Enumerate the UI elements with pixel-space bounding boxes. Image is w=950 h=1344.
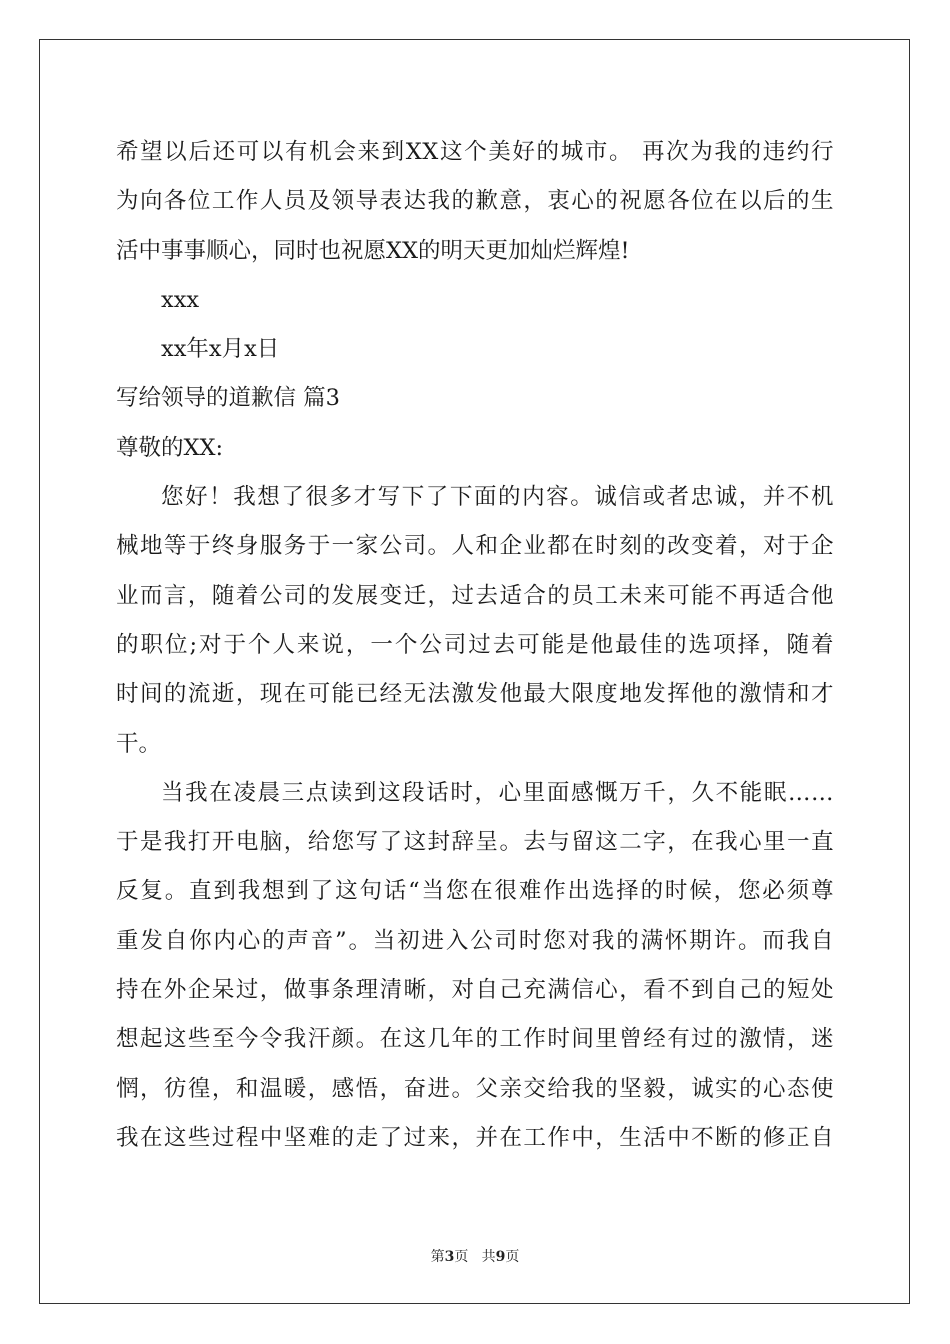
paragraph-reflection: [116, 769, 834, 1163]
text-line: 为向各位工作人员及领导表达我的歉意，衷心的祝愿各位在以后的生: [116, 188, 834, 215]
text-line: 械地等于终身服务于一家公司。人和企业都在时刻的改变着，对于企: [116, 533, 834, 560]
text-line: 惘，彷徨，和温暖，感悟，奋进。父亲交给我的坚毅，诚实的心态使: [116, 1075, 834, 1102]
text-line: 持在外企呆过，做事条理清晰，对自己充满信心，看不到自己的短处: [116, 977, 834, 1004]
text-line: 当我在凌晨三点读到这段话时，心里面感慨万千，久不能眠……: [161, 779, 834, 806]
text-line: 重发自你内心的声音”。当初进入公司时您对我的满怀期许。而我自: [116, 927, 834, 954]
paragraph-closing: [116, 128, 834, 276]
text-line: 反复。直到我想到了这句话“当您在很难作出选择的时候，您必须尊: [116, 878, 834, 905]
page-suffix: 页: [454, 1249, 469, 1265]
text-line: 希望以后还可以有机会来到XX这个美好的城市。 再次为我的违约行: [116, 139, 834, 165]
total-prefix: 共: [481, 1249, 496, 1265]
page-prefix: 第: [430, 1249, 445, 1265]
text-line: 您好！我想了很多才写下了下面的内容。诚信或者忠诚，并不机: [161, 484, 834, 511]
total-pages: 9: [495, 1249, 506, 1265]
text-line: 于是我打开电脑，给您写了这封辞呈。去与留这二字，在我心里一直: [116, 829, 834, 856]
text-line: 的职位;对于个人来说，一个公司过去可能是他最佳的选项择，随着: [116, 631, 834, 658]
text-line: 我在这些过程中坚难的走了过来，并在工作中，生活中不断的修正自: [116, 1124, 834, 1151]
section-title: 写给领导的道歉信 篇3: [116, 385, 340, 412]
page-number: 3: [444, 1249, 455, 1265]
total-suffix: 页: [505, 1249, 520, 1265]
salutation: 尊敬的XX:: [116, 434, 224, 461]
text-line: 活中事事顺心，同时也祝愿XX的明天更加灿烂辉煌!: [116, 237, 630, 264]
signature: xxx: [161, 286, 200, 313]
text-line: 想起这些至今令我汗颜。在这几年的工作时间里曾经有过的激情，迷: [116, 1026, 834, 1053]
text-line: 业而言，随着公司的发展变迁，过去适合的员工未来可能不再适合他: [116, 582, 834, 609]
paragraph-intro: [116, 473, 834, 769]
text-line: 时间的流逝，现在可能已经无法激发他最大限度地发挥他的激情和才: [116, 681, 834, 708]
text-line: 干。: [116, 730, 162, 757]
document-body: [116, 128, 834, 1163]
date-line: xx年x月x日: [161, 336, 280, 363]
page-footer: [0, 1246, 950, 1266]
